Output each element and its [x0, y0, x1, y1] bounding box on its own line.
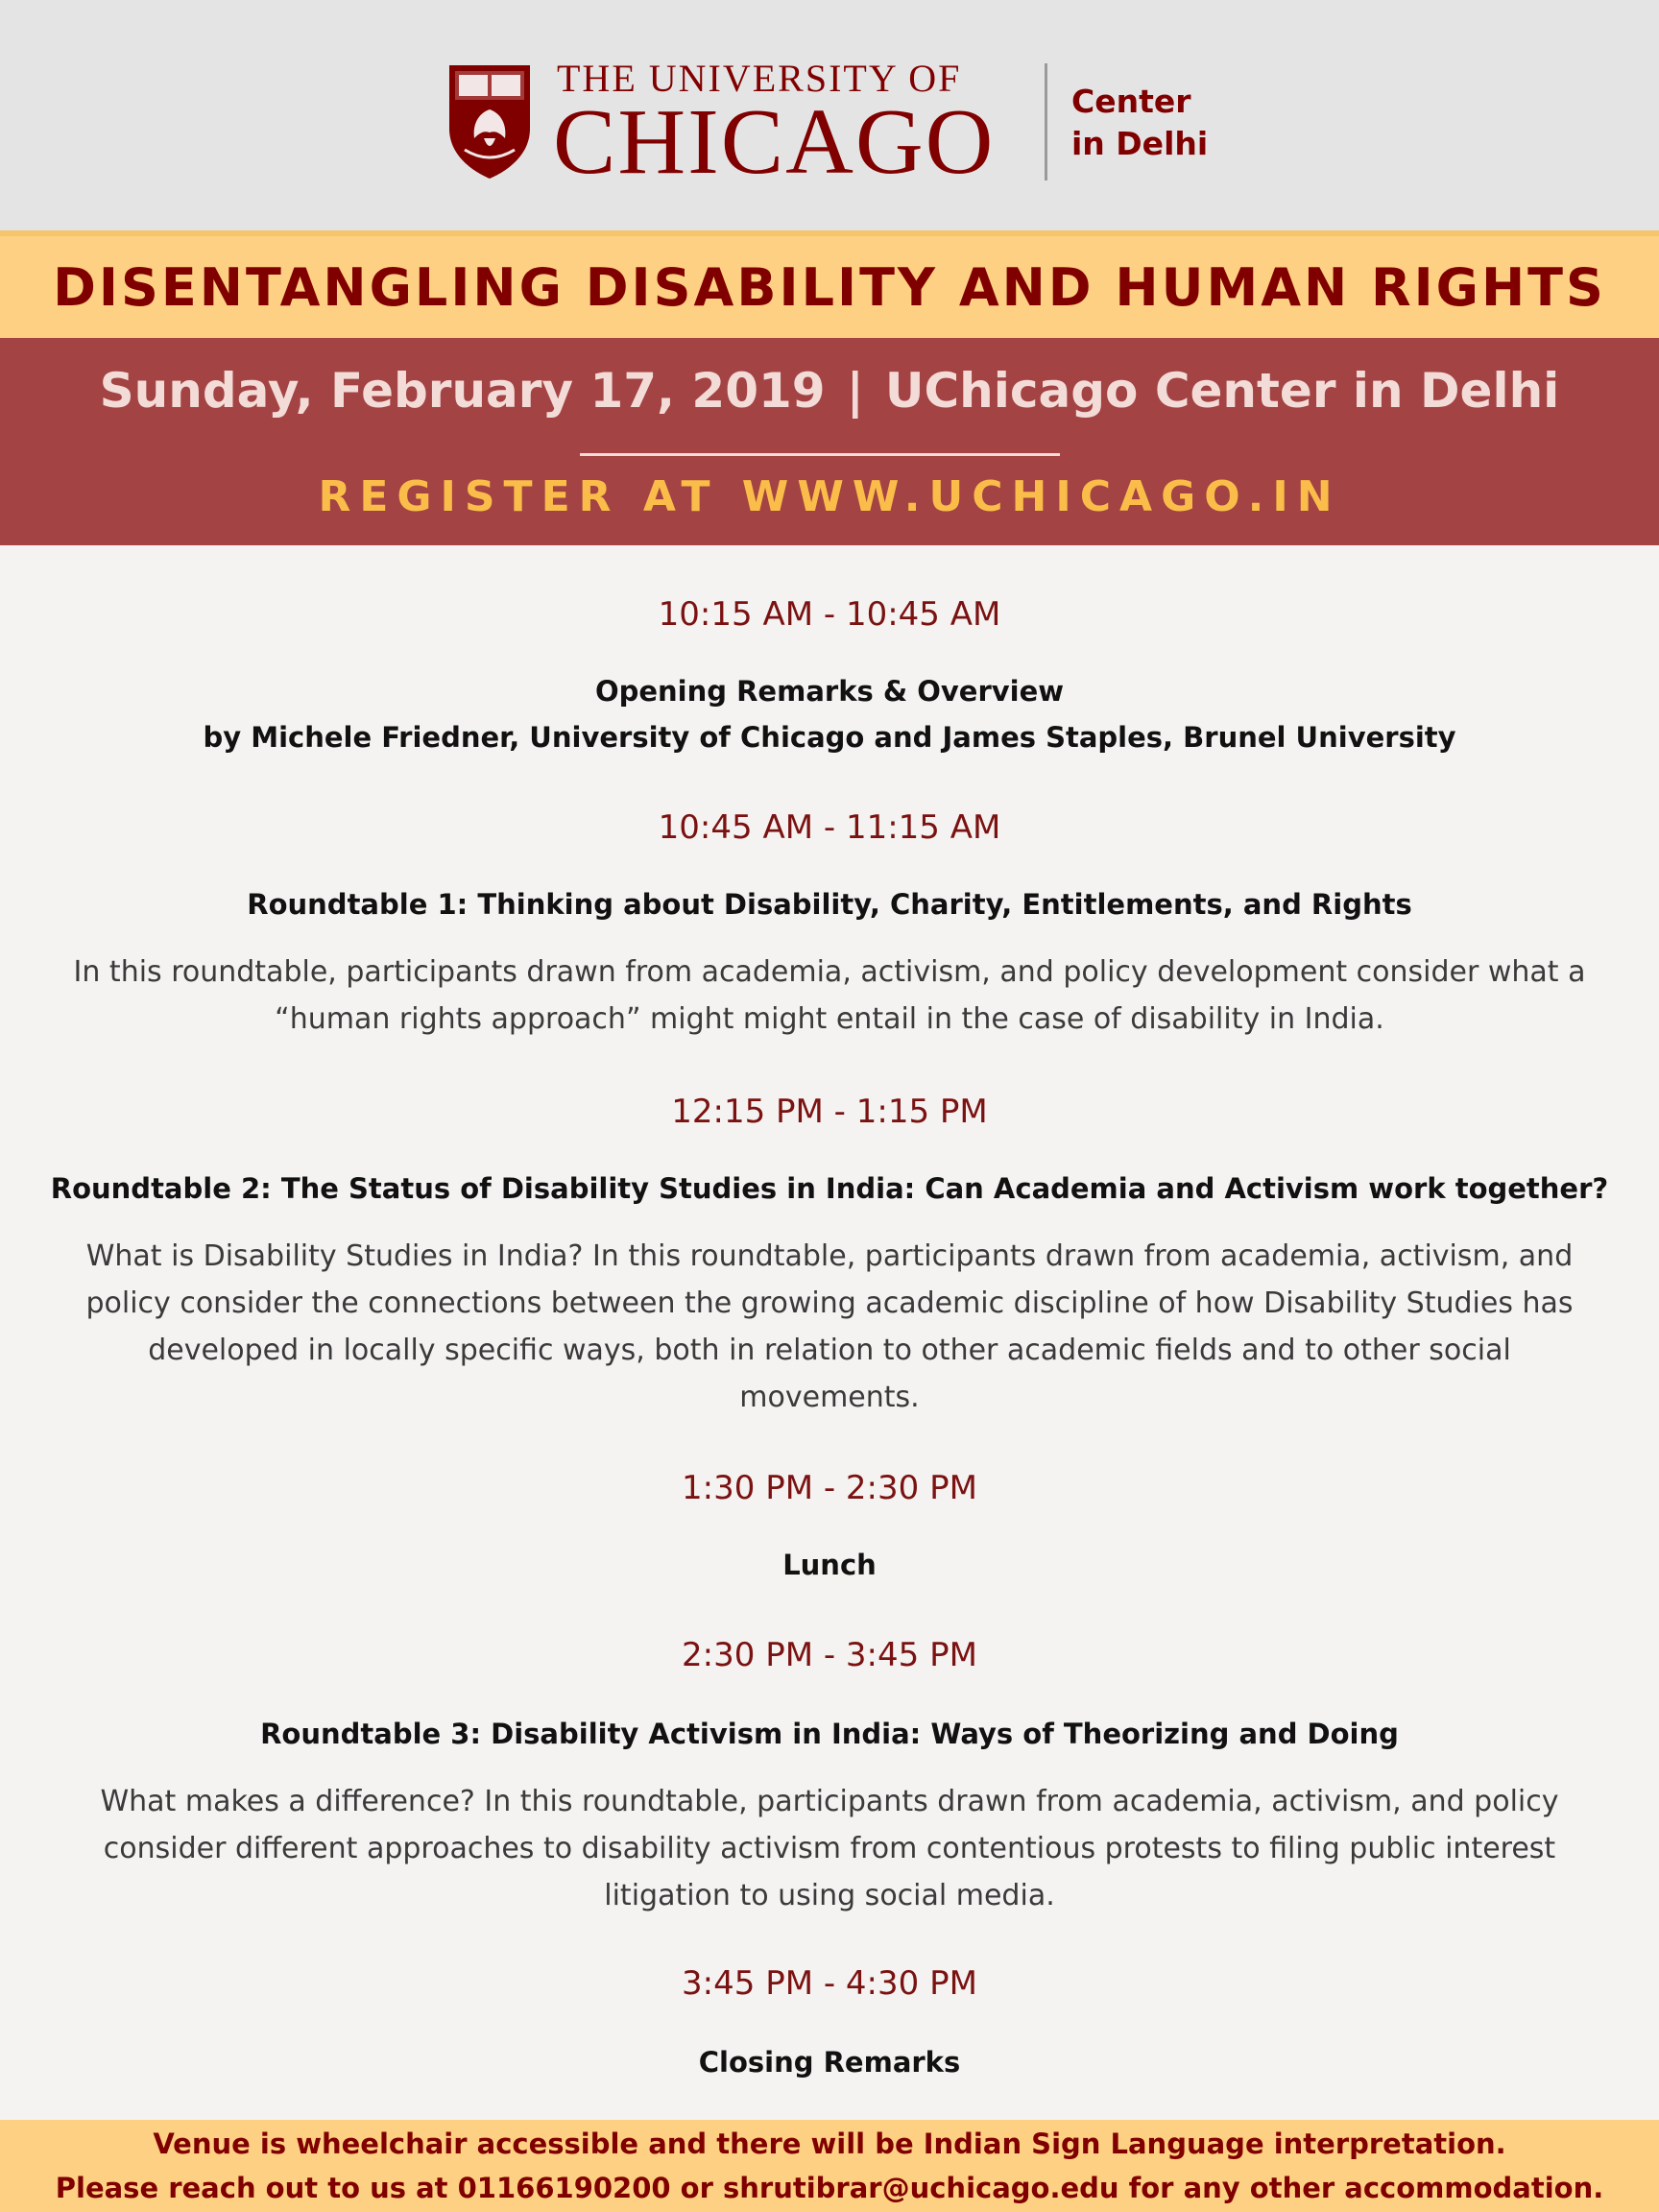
session-description-line: litigation to using social media.	[604, 1879, 1055, 1912]
university-crest-icon	[445, 61, 534, 180]
schedule	[0, 545, 1659, 2120]
session-description-line: developed in locally specific ways, both in relation to other academic fields and to other social	[148, 1334, 1511, 1367]
date-venue-separator: |	[846, 363, 864, 419]
session-time: 2:30 PM - 3:45 PM	[682, 1636, 977, 1674]
session-description-line: What is Disability Studies in India? In this roundtable, participants drawn from academia, activism, and	[85, 1239, 1574, 1273]
university-wordmark-main: CHICAGO	[553, 90, 996, 194]
logo-divider	[1045, 63, 1047, 180]
session-subtitle: by Michele Friedner, University of Chicago and James Staples, Brunel University	[203, 721, 1456, 754]
event-venue: UChicago Center in Delhi	[884, 363, 1560, 419]
university-wordmark-top: THE UNIVERSITY OF	[557, 57, 962, 100]
footer-accessibility-note: Venue is wheelchair accessible and there will be Indian Sign Language interpretation.	[153, 2128, 1506, 2160]
session-description-line: In this roundtable, participants drawn from academia, activism, and policy development consider what a	[73, 955, 1586, 989]
register-link[interactable]: REGISTER AT WWW.UCHICAGO.IN	[318, 472, 1341, 521]
session-description-line: consider different approaches to disability activism from contentious protests to filing public interest	[103, 1832, 1556, 1865]
event-title: DISENTANGLING DISABILITY AND HUMAN RIGHTS	[53, 256, 1606, 318]
center-label-line2: in Delhi	[1071, 125, 1209, 162]
session-title: Lunch	[782, 1549, 877, 1581]
header	[0, 0, 1659, 230]
session-description-line: movements.	[739, 1381, 920, 1414]
center-label-line1: Center	[1071, 83, 1191, 120]
center-label	[1071, 81, 1208, 165]
session-title: Closing Remarks	[698, 2046, 961, 2079]
session-title: Roundtable 1: Thinking about Disability, Charity, Entitlements, and Rights	[247, 888, 1412, 921]
session-title: Roundtable 2: The Status of Disability Studies in India: Can Academia and Activism work together?	[50, 1172, 1609, 1205]
footer-notice	[0, 2120, 1659, 2212]
session-time: 10:45 AM - 11:15 AM	[658, 808, 1001, 847]
session-time: 3:45 PM - 4:30 PM	[682, 1964, 977, 2003]
session-title: Opening Remarks & Overview	[594, 675, 1065, 708]
footer-contact-note: Please reach out to us at 01166190200 or shrutibrar@uchicago.edu for any other accommodation.	[55, 2172, 1604, 2204]
info-divider	[580, 453, 1060, 456]
title-band	[0, 230, 1659, 338]
session-time: 12:15 PM - 1:15 PM	[671, 1093, 988, 1131]
session-time: 1:30 PM - 2:30 PM	[682, 1469, 977, 1507]
session-time: 10:15 AM - 10:45 AM	[658, 595, 1001, 634]
session-description-line: What makes a difference? In this roundtable, participants drawn from academia, activism, and policy	[100, 1785, 1559, 1818]
event-date: Sunday, February 17, 2019	[99, 363, 826, 419]
session-title: Roundtable 3: Disability Activism in India: Ways of Theorizing and Doing	[260, 1718, 1399, 1750]
session-description-line: “human rights approach” might might entail in the case of disability in India.	[275, 1002, 1384, 1036]
event-date-venue	[0, 363, 1659, 419]
session-description-line: policy consider the connections between the growing academic discipline of how Disability Studies has	[85, 1286, 1574, 1320]
